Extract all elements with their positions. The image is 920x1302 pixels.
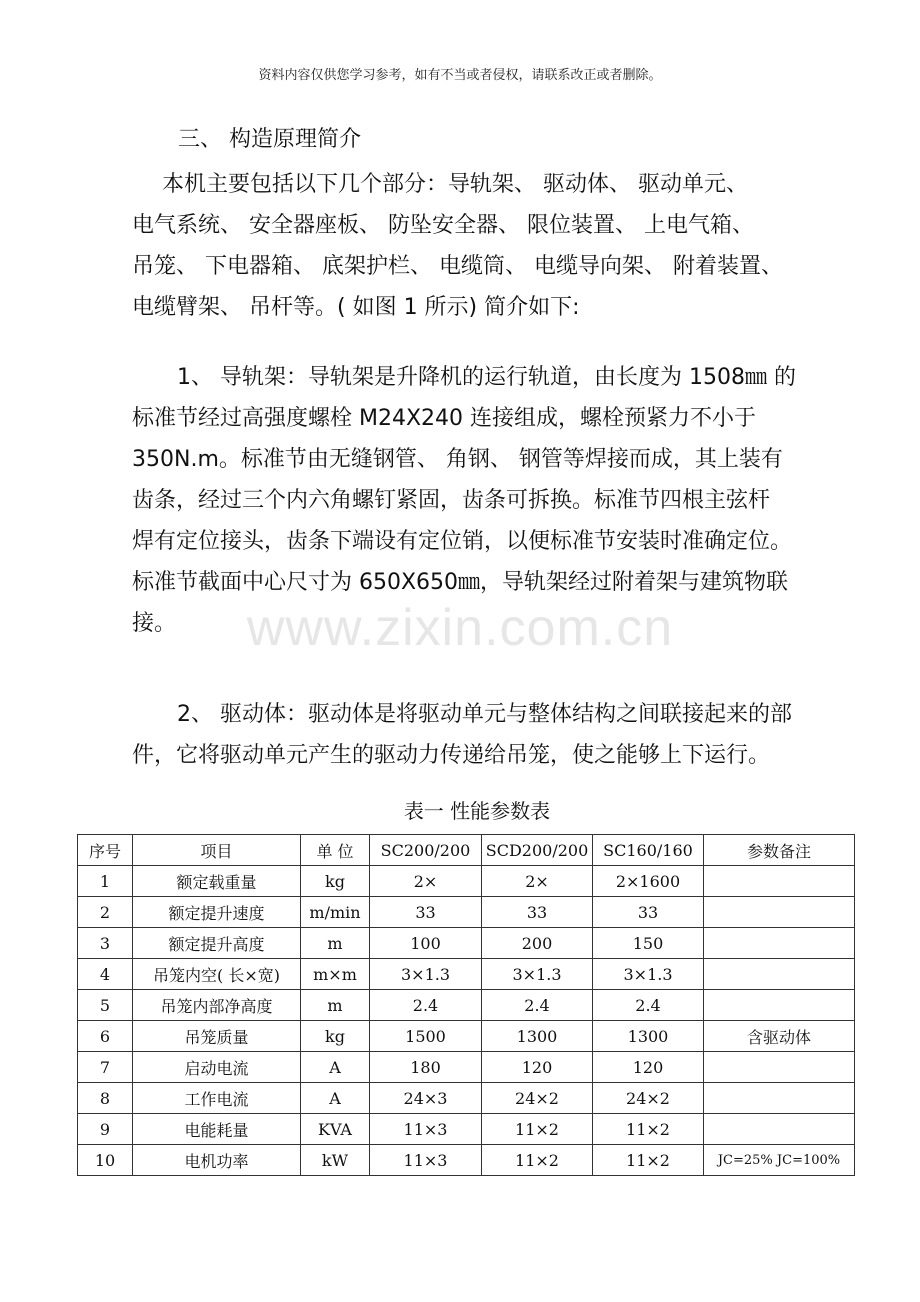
table-cell: 8 <box>78 1083 133 1114</box>
header-cell: SC160/160 <box>593 835 704 866</box>
table-cell: 3 <box>78 928 133 959</box>
table-cell: 工作电流 <box>133 1083 301 1114</box>
table-cell: 11×3 <box>370 1145 482 1176</box>
header-cell: 序号 <box>78 835 133 866</box>
drive-body-line: 2、 驱动体：驱动体是将驱动单元与整体结构之间联接起来的部 <box>177 702 792 727</box>
table-cell: 2 <box>78 897 133 928</box>
table-cell: 2.4 <box>482 990 593 1021</box>
table-row <box>78 1052 855 1083</box>
header-cell: 参数备注 <box>704 835 855 866</box>
table-header-row <box>78 835 855 866</box>
table-cell: 33 <box>370 897 482 928</box>
table-cell: kW <box>301 1145 370 1176</box>
table-cell: 2× <box>370 866 482 897</box>
table-cell: 4 <box>78 959 133 990</box>
table-cell: 1500 <box>370 1021 482 1052</box>
table-cell: 1300 <box>593 1021 704 1052</box>
table-cell: JC=25% JC=100% <box>704 1145 855 1176</box>
table-cell <box>704 1114 855 1145</box>
table-cell: 6 <box>78 1021 133 1052</box>
table-cell <box>704 959 855 990</box>
table-row <box>78 866 855 897</box>
table-cell: 3×1.3 <box>593 959 704 990</box>
table-cell: 9 <box>78 1114 133 1145</box>
table-caption: 表一 性能参数表 <box>403 799 551 823</box>
table-cell: 7 <box>78 1052 133 1083</box>
guide-rail-line: 焊有定位接头，齿条下端设有定位销，以便标准节安装时准确定位。 <box>132 529 793 554</box>
table-cell: 额定提升高度 <box>133 928 301 959</box>
table-cell: 33 <box>482 897 593 928</box>
table-cell: m <box>301 990 370 1021</box>
table-cell: kg <box>301 1021 370 1052</box>
guide-rail-line: 齿条，经过三个内六角螺钉紧固，齿条可拆换。标准节四根主弦杆 <box>132 488 771 513</box>
intro-paragraph <box>132 164 812 328</box>
table-cell: 24×3 <box>370 1083 482 1114</box>
table-cell: 180 <box>370 1052 482 1083</box>
header-note: 资料内容仅供您学习参考，如有不当或者侵权，请联系改正或者删除。 <box>258 68 662 83</box>
table-cell: 11×2 <box>482 1114 593 1145</box>
drive-body-line: 件，它将驱动单元产生的驱动力传递给吊笼，使之能够上下运行。 <box>132 743 771 768</box>
drive-body-paragraph <box>132 694 812 776</box>
header-cell: 项目 <box>133 835 301 866</box>
intro-line: 吊笼、 下电器箱、 底架护栏、 电缆筒、 电缆导向架、 附着装置、 <box>132 254 783 279</box>
intro-line: 电气系统、 安全器座板、 防坠安全器、 限位装置、 上电气箱、 <box>132 213 754 238</box>
table-cell: 额定载重量 <box>133 866 301 897</box>
table-cell: 额定提升速度 <box>133 897 301 928</box>
table-cell: 120 <box>482 1052 593 1083</box>
table-cell: A <box>301 1052 370 1083</box>
table-cell: 吊笼内空( 长×宽) <box>133 959 301 990</box>
table-cell: 1 <box>78 866 133 897</box>
table-cell: 电机功率 <box>133 1145 301 1176</box>
table-cell: 120 <box>593 1052 704 1083</box>
table-cell: 2.4 <box>370 990 482 1021</box>
table-cell: m/min <box>301 897 370 928</box>
table-row <box>78 1114 855 1145</box>
table-cell: 启动电流 <box>133 1052 301 1083</box>
table-cell <box>704 1083 855 1114</box>
table-cell <box>704 1052 855 1083</box>
table-cell: 150 <box>593 928 704 959</box>
table-cell: 电能耗量 <box>133 1114 301 1145</box>
table-row <box>78 1145 855 1176</box>
table-cell: 2×1600 <box>593 866 704 897</box>
performance-table <box>77 834 855 1176</box>
intro-line: 本机主要包括以下几个部分：导轨架、 驱动体、 驱动单元、 <box>162 172 748 197</box>
table-cell: 吊笼质量 <box>133 1021 301 1052</box>
table-cell: 11×2 <box>593 1114 704 1145</box>
guide-rail-line: 标准节经过高强度螺栓 M24X240 连接组成，螺栓预紧力不小于 <box>132 406 757 431</box>
header-cell: SC200/200 <box>370 835 482 866</box>
table-cell: 2.4 <box>593 990 704 1021</box>
table-cell: m <box>301 928 370 959</box>
table-cell: 10 <box>78 1145 133 1176</box>
table-cell: 3×1.3 <box>370 959 482 990</box>
table-cell: KVA <box>301 1114 370 1145</box>
table-cell: 11×3 <box>370 1114 482 1145</box>
table-cell: m×m <box>301 959 370 990</box>
guide-rail-line: 1、 导轨架：导轨架是升降机的运行轨道，由长度为 1508㎜ 的 <box>177 365 796 390</box>
table-cell: 11×2 <box>593 1145 704 1176</box>
guide-rail-line: 标准节截面中心尺寸为 650X650㎜，导轨架经过附着架与建筑物联 <box>132 570 789 595</box>
table-row <box>78 1021 855 1052</box>
guide-rail-line: 接。 <box>132 611 177 636</box>
table-cell: 100 <box>370 928 482 959</box>
table-cell: 2× <box>482 866 593 897</box>
table-cell <box>704 928 855 959</box>
intro-line: 电缆臂架、 吊杆等。( 如图 1 所示) 简介如下: <box>132 295 580 320</box>
table-cell: 24×2 <box>593 1083 704 1114</box>
header-cell: SCD200/200 <box>482 835 593 866</box>
table-cell: A <box>301 1083 370 1114</box>
table-row <box>78 928 855 959</box>
table-cell: 3×1.3 <box>482 959 593 990</box>
table-cell: kg <box>301 866 370 897</box>
table-cell: 5 <box>78 990 133 1021</box>
header-cell: 单 位 <box>301 835 370 866</box>
table-cell: 1300 <box>482 1021 593 1052</box>
table-cell: 24×2 <box>482 1083 593 1114</box>
guide-rail-line: 350N.m。标准节由无缝钢管、 角钢、 钢管等焊接而成，其上装有 <box>132 447 783 472</box>
guide-rail-paragraph <box>132 357 812 644</box>
section-title: 三、 构造原理简介 <box>178 127 361 152</box>
table-cell: 吊笼内部净高度 <box>133 990 301 1021</box>
watermark: www.zixin.com.cn <box>246 599 674 657</box>
table-cell <box>704 866 855 897</box>
table-row <box>78 1083 855 1114</box>
table-row <box>78 897 855 928</box>
table-cell: 11×2 <box>482 1145 593 1176</box>
table-cell: 200 <box>482 928 593 959</box>
table-cell <box>704 990 855 1021</box>
table-cell: 33 <box>593 897 704 928</box>
table-cell <box>704 897 855 928</box>
table-cell: 含驱动体 <box>704 1021 855 1052</box>
table-row <box>78 990 855 1021</box>
table-row <box>78 959 855 990</box>
